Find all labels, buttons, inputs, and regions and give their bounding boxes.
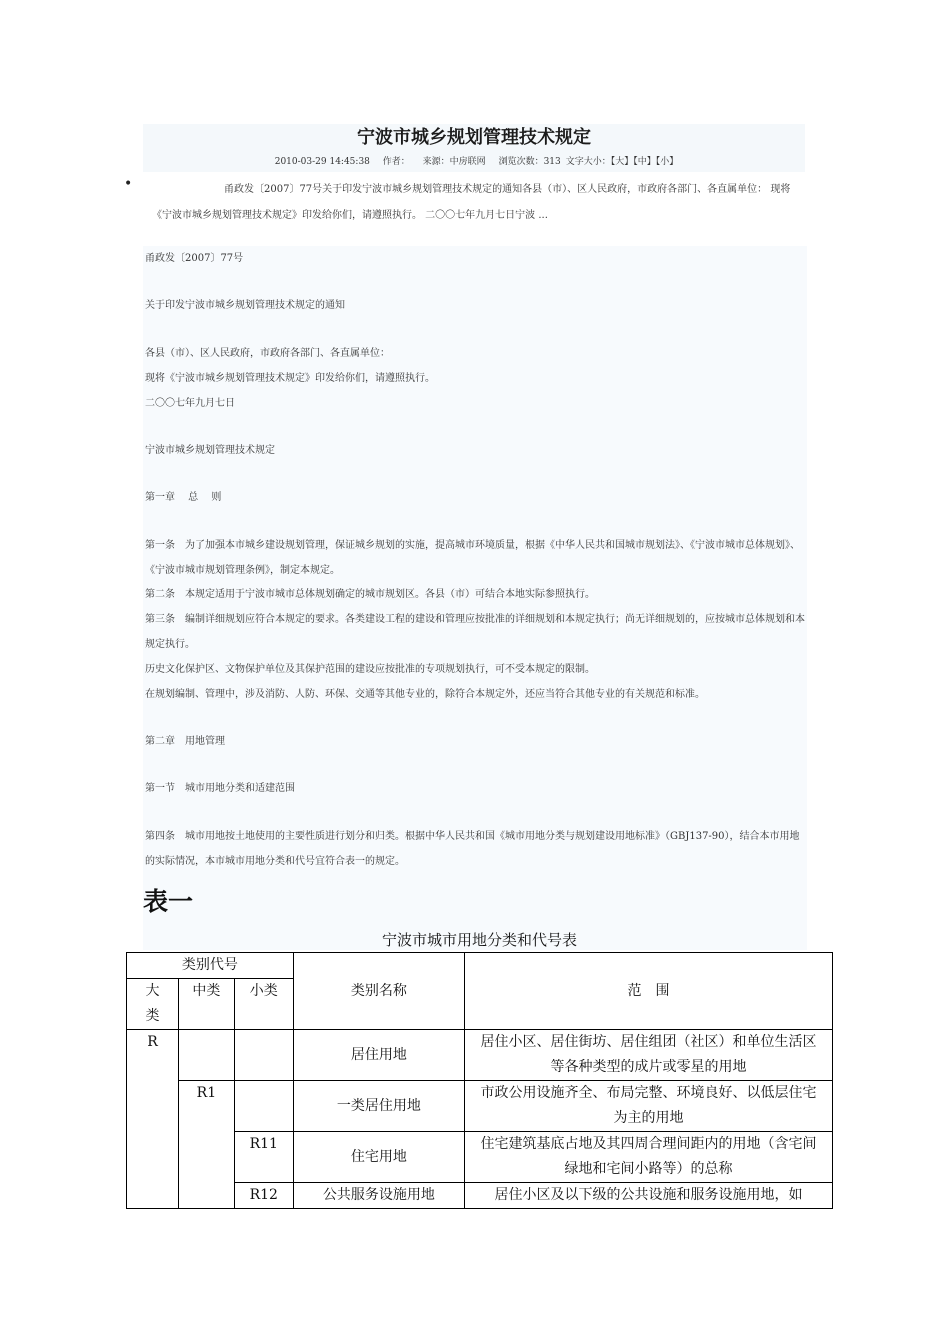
table-row bbox=[127, 1081, 833, 1132]
land-use-table bbox=[126, 952, 833, 1209]
header-minor: 小类 bbox=[234, 979, 293, 1030]
cell-name: 公共服务设施用地 bbox=[293, 1183, 464, 1209]
chapter-1-heading: 第一章 总 则 bbox=[145, 492, 222, 503]
cell-minor bbox=[234, 1081, 293, 1132]
table-caption: 宁波市城市用地分类和代号表 bbox=[381, 931, 577, 949]
cell-scope: 居住小区及以下级的公共设施和服务设施用地，如 bbox=[465, 1183, 833, 1209]
cell-scope: 住宅建筑基底占地及其四周合理间距内的用地（含宅间绿地和宅间小路等）的总称 bbox=[465, 1132, 833, 1183]
header-major: 大类 bbox=[127, 979, 179, 1030]
header-category-code: 类别代号 bbox=[127, 953, 294, 979]
cell-name: 住宅用地 bbox=[293, 1132, 464, 1183]
cell-name: 居住用地 bbox=[293, 1030, 464, 1081]
notice-date: 二〇〇七年九月七日 bbox=[145, 398, 235, 409]
article-summary: 甬政发〔2007〕77号关于印发宁波市城乡规划管理技术规定的通知各县（市）、区人民政府，市政府各部门、各直属单位： 现将《宁波市城乡规划管理技术规定》印发给你们，请遵照执行。 二〇〇七年九月七日宁波 ... bbox=[152, 184, 791, 221]
header-medium: 中类 bbox=[178, 979, 234, 1030]
recipients: 各县（市）、区人民政府，市政府各部门、各直属单位： bbox=[145, 348, 390, 359]
article-title: 宁波市城乡规划管理技术规定 bbox=[357, 127, 591, 148]
article-meta bbox=[143, 155, 805, 169]
article-3-para-3: 在规划编制、管理中，涉及消防、人防、环保、交通等其他专业的，除符合本规定外，还应当符合其他专业的有关规范和标准。 bbox=[145, 689, 705, 700]
article-source: 来源：中房联网 bbox=[422, 157, 486, 167]
notice-title: 关于印发宁波市城乡规划管理技术规定的通知 bbox=[145, 300, 345, 311]
font-size-controls[interactable]: 文字大小：【大】【中】【小】 bbox=[565, 157, 679, 167]
article-date: 2010-03-29 14:45:38 bbox=[274, 157, 370, 167]
article-1: 第一条 为了加强本市城乡建设规划管理，保证城乡规划的实施，提高城市环境质量，根据《中华人民共和国城市规划法》、《宁波市城市总体规划》、《宁波市城市规划管理条例》，制定本规定。 bbox=[145, 540, 800, 576]
cell-scope: 市政公用设施齐全、布局完整、环境良好、以低层住宅为主的用地 bbox=[465, 1081, 833, 1132]
cell-minor: R11 bbox=[234, 1132, 293, 1183]
article-author-label: 作者： bbox=[382, 157, 410, 167]
table-header-row bbox=[127, 953, 833, 979]
header-scope: 范 围 bbox=[465, 953, 833, 1030]
cell-medium bbox=[178, 1030, 234, 1081]
cell-scope: 居住小区、居住街坊、居住组团（社区）和单位生活区等各种类型的成片或零星的用地 bbox=[465, 1030, 833, 1081]
article-4: 第四条 城市用地按土地使用的主要性质进行划分和归类。根据中华人民共和国《城市用地分类与规划建设用地标准》（GBJ137-90），结合本市用地的实际情况，本市城市用地分类和代号宜符合表一的规定。 bbox=[145, 831, 800, 867]
table-heading: 表一 bbox=[143, 887, 194, 916]
table-row bbox=[127, 1030, 833, 1081]
cell-minor bbox=[234, 1030, 293, 1081]
header-name: 类别名称 bbox=[293, 953, 464, 1030]
cell-major: R bbox=[127, 1030, 179, 1209]
doc-number: 甬政发〔2007〕77号 bbox=[145, 253, 244, 264]
article-3-para-2: 历史文化保护区、文物保护单位及其保护范围的建设应按批准的专项规划执行，可不受本规定的限制。 bbox=[145, 664, 595, 675]
article-3: 第三条 编制详细规划应符合本规定的要求。各类建设工程的建设和管理应按批准的详细规划和本规定执行；尚无详细规划的，应按城市总体规划和本规定执行。 bbox=[145, 614, 805, 650]
cell-name: 一类居住用地 bbox=[293, 1081, 464, 1132]
cell-medium: R1 bbox=[178, 1081, 234, 1209]
regulation-title: 宁波市城乡规划管理技术规定 bbox=[145, 445, 275, 456]
article-2: 第二条 本规定适用于宁波市城市总体规划确定的城市规划区。各县（市）可结合本地实际参照执行。 bbox=[145, 589, 595, 600]
list-bullet-icon: • bbox=[124, 176, 133, 192]
notice-body: 现将《宁波市城乡规划管理技术规定》印发给你们，请遵照执行。 bbox=[145, 373, 435, 384]
cell-minor: R12 bbox=[234, 1183, 293, 1209]
section-1-heading: 第一节 城市用地分类和适建范围 bbox=[145, 783, 295, 794]
article-views: 浏览次数：313 bbox=[498, 157, 561, 167]
chapter-2-heading: 第二章 用地管理 bbox=[145, 736, 225, 747]
